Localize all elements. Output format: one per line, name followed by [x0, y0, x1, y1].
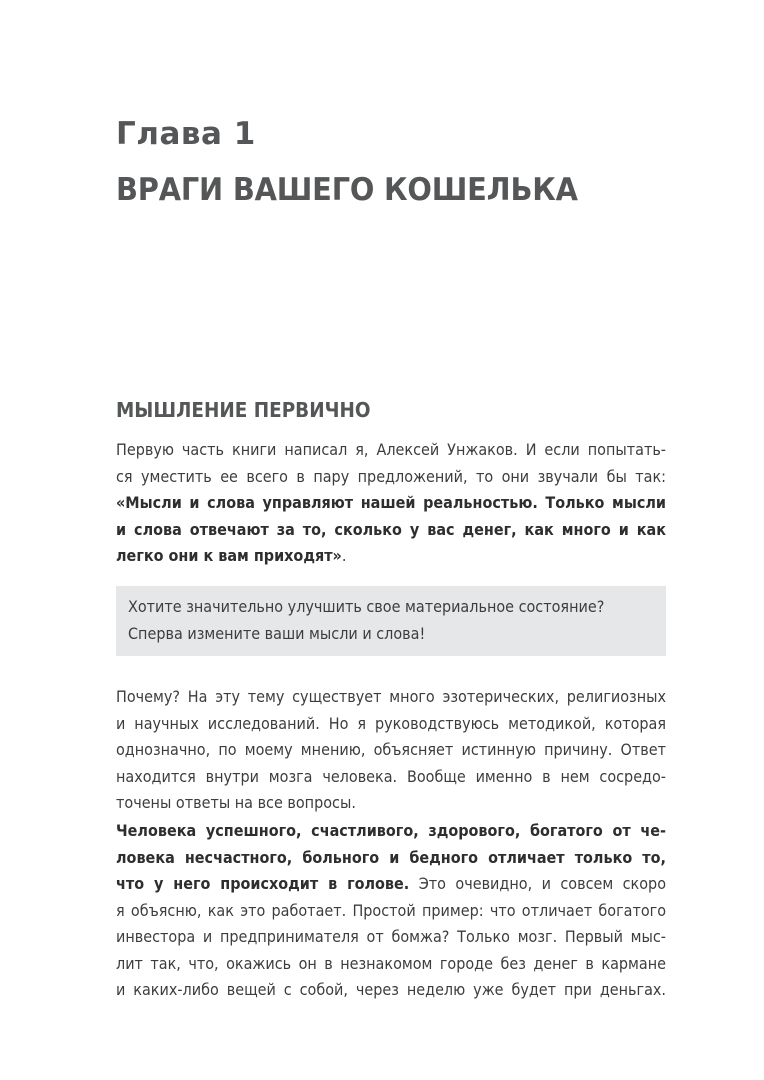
text-line	[116, 951, 666, 978]
paragraph-intro	[116, 437, 666, 570]
text-span: инвестора и предпринимателя от бомжа? Только мозг. Первый мыс-	[116, 927, 666, 946]
text-line: однозначно, по моему мнению, объясняет истинную причину. Ответ	[116, 740, 666, 759]
callout-line: Хотите значительно улучшить свое материальное состояние?	[128, 597, 605, 616]
paragraph-why	[116, 684, 666, 817]
text-line	[116, 845, 666, 872]
bold-text-span: Человека успешного, счастливого, здорового, богатого от че-	[116, 821, 666, 840]
text-line	[116, 437, 666, 464]
text-span: и каких-либо вещей с собой, через неделю уже будет при деньгах.	[116, 980, 666, 999]
text-span: я объясню, как это работает. Простой пример: что отличает богатого	[116, 900, 666, 920]
callout-line: Сперва измените ваши мысли и слова!	[128, 623, 426, 643]
text-line	[116, 924, 666, 951]
bold-text-span: легко они к вам приходят»	[116, 546, 342, 565]
text-line: и научных исследований. Но я руководствуюсь методикой, которая	[116, 713, 666, 733]
callout-box	[116, 586, 666, 656]
text-span: .	[341, 546, 347, 565]
paragraph-difference	[116, 818, 666, 1004]
text-line	[116, 490, 666, 517]
bold-text-span: что у него происходит в голове.	[116, 874, 410, 893]
bold-text-span: «Мысли и слова управляют нашей реальностью. Только мысли	[116, 493, 666, 512]
text-line: Почему? На эту тему существует много эзотерических, религиозных	[116, 687, 666, 706]
text-line	[116, 818, 666, 845]
text-span: Первую часть книги написал я, Алексей Унжаков. И если попытать-	[116, 440, 666, 459]
text-span: ся уместить ее всего в пару предложений, то они звучали бы так:	[116, 466, 666, 486]
text-line	[116, 517, 666, 544]
bold-text-span: ловека несчастного, больного и бедного отличает только то,	[116, 847, 666, 867]
text-span: лит так, что, окажись он в незнакомом городе без денег в кармане	[116, 953, 666, 973]
chapter-title: ВРАГИ ВАШЕГО КОШЕЛЬКА	[116, 172, 578, 208]
callout-text	[128, 594, 604, 647]
text-line	[116, 977, 666, 1004]
text-line	[116, 464, 666, 491]
chapter-label: Глава 1	[116, 116, 256, 152]
bold-text-span: и слова отвечают за то, сколько у вас денег, как много и как	[116, 519, 666, 539]
text-line	[116, 871, 666, 898]
text-span: Это очевидно, и совсем скоро	[409, 874, 667, 893]
text-line	[116, 543, 666, 570]
text-line: точены ответы на все вопросы.	[116, 793, 356, 812]
text-line	[116, 898, 666, 925]
section-title: МЫШЛЕНИЕ ПЕРВИЧНО	[116, 398, 371, 422]
text-line: находится внутри мозга человека. Вообще именно в нем сосредо-	[116, 766, 666, 786]
